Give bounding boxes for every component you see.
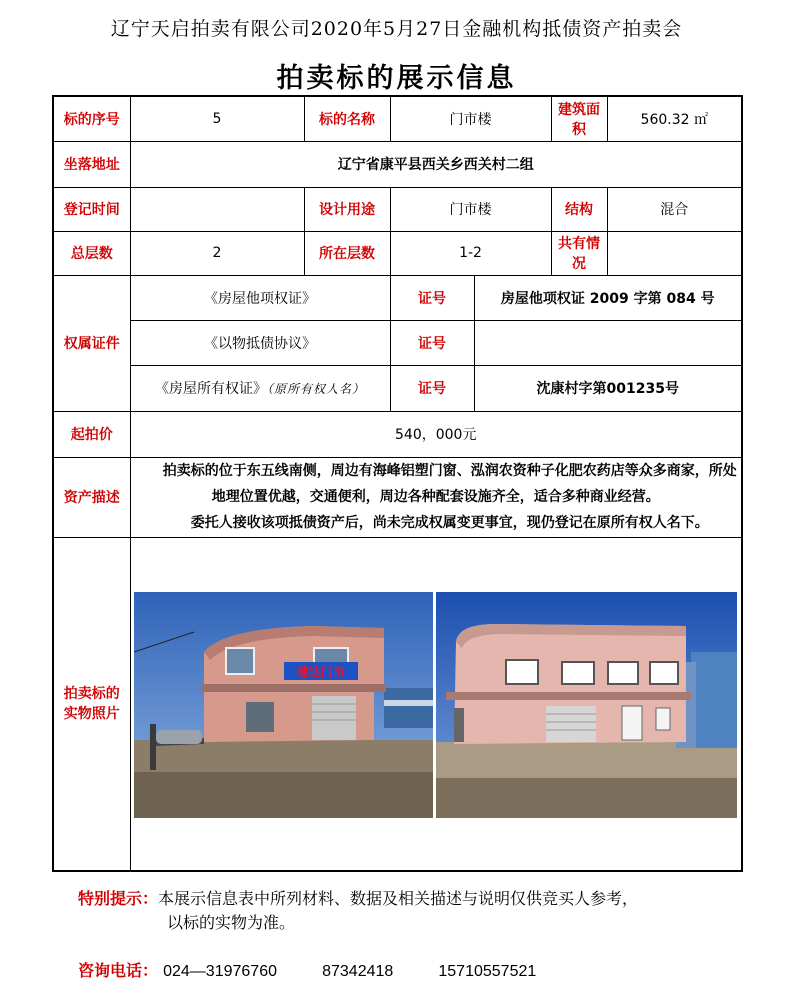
notice-label: 特别提示： [78,889,159,908]
building-photo-right [436,592,737,818]
description-label: 资产描述 [53,457,130,537]
table-row [53,231,742,275]
cert-no-value: 沈康村字第001235号 [474,365,742,411]
floors-label: 总层数 [53,231,130,275]
cert-name: 《房屋他项权证》 [130,275,390,320]
notice-line-2: 以标的实物为准。 [167,913,296,932]
start-price-value: 540，000元 [130,411,742,457]
description-cell [130,457,742,537]
cert-no-label: 证号 [390,320,474,365]
special-notice [78,887,638,935]
cert-no-label: 证号 [390,365,474,411]
location-label: 坐落地址 [53,141,130,187]
start-price-label: 起拍价 [53,411,130,457]
info-table [52,95,743,872]
floor-at-label: 所在层数 [304,231,390,275]
reg-time-value [130,187,304,231]
area-label: 建筑面积 [551,96,607,141]
photos-cell [130,537,742,871]
floors-value: 2 [130,231,304,275]
structure-value: 混合 [607,187,742,231]
cert-name: 《房屋所有权证》 [154,381,267,397]
use-label: 设计用途 [304,187,390,231]
cert-name-cell [130,365,390,411]
reg-time-label: 登记时间 [53,187,130,231]
table-row [53,537,742,871]
seq-value: 5 [130,96,304,141]
area-value: 560.32 ㎡ [607,96,742,141]
cert-no-value [474,320,742,365]
shop-sign-text: 建达门市 [296,664,345,679]
company-auction-line: 辽宁天启拍卖有限公司2020年5月27日金融机构抵债资产拍卖会 [110,18,683,40]
phone-number: 15710557521 [438,963,537,980]
shared-label: 共有情况 [551,231,607,275]
cert-no-value: 房屋他项权证 2009 字第 084 号 [474,275,742,320]
table-row [53,187,742,231]
phone-number: 87342418 [322,963,394,980]
table-row [53,411,742,457]
table-row [53,275,742,320]
location-value: 辽宁省康平县西关乡西关村二组 [130,141,742,187]
contact-phones [78,958,576,981]
use-value: 门市楼 [390,187,551,231]
description-paragraph: 拍卖标的位于东五线南侧，周边有海峰铝塑门窗、泓润农资种子化肥农药店等众多商家，所处地理位置优越，交通便利，周边各种配套设施齐全，适合多种商业经营。 [162,463,737,505]
name-value: 门市楼 [390,96,551,141]
table-row [53,457,742,537]
photos-label: 拍卖标的实物照片 [53,537,130,871]
shared-value [607,231,742,275]
table-row [53,96,742,141]
phone-number: 024—31976760 [163,963,277,980]
notice-line-1: 本展示信息表中所列材料、数据及相关描述与说明仅供竞买人参考， [158,889,639,908]
cert-note: （原所有权人名） [266,382,365,396]
description-paragraph: 委托人接收该项抵债资产后，尚未完成权属变更事宜，现仍登记在原所有权人名下。 [190,515,709,531]
table-row [53,320,742,365]
page-title: 拍卖标的展示信息 [276,63,517,94]
seq-label: 标的序号 [53,96,130,141]
name-label: 标的名称 [304,96,390,141]
structure-label: 结构 [551,187,607,231]
floor-at-value: 1-2 [390,231,551,275]
contact-label: 咨询电话： [78,961,159,980]
table-row [53,141,742,187]
table-row [53,365,742,411]
cert-no-label: 证号 [390,275,474,320]
cert-name: 《以物抵债协议》 [130,320,390,365]
ownership-label: 权属证件 [53,275,130,411]
building-photo-left [134,592,433,818]
